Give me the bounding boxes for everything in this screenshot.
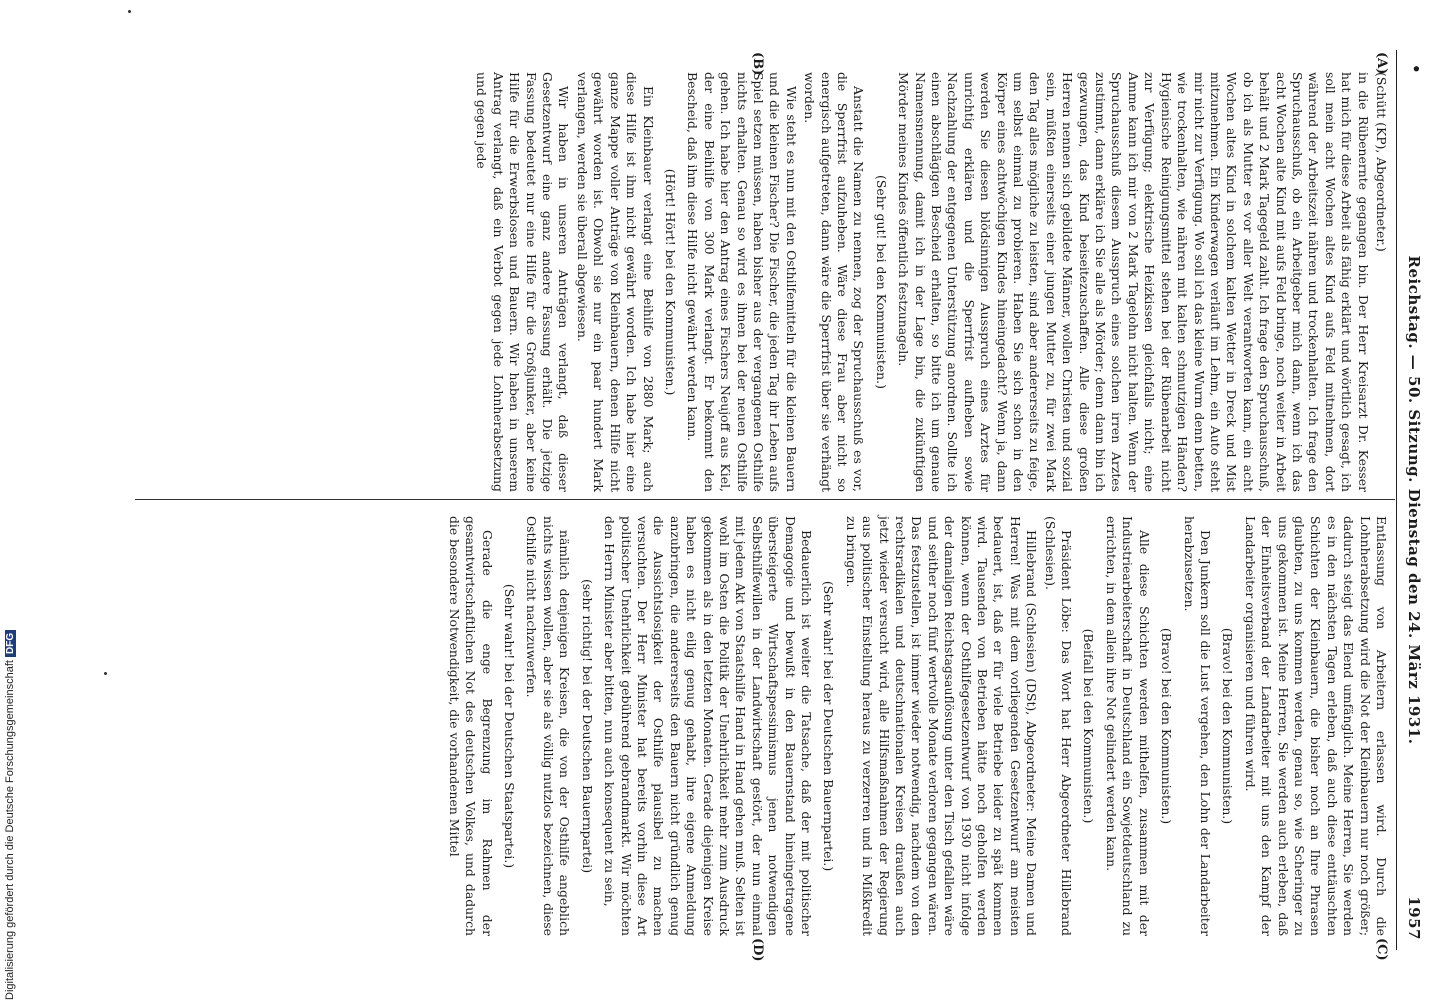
left-column-paragraph: in die Rübenernte gegangen bin. Der Herr Kreisarzt Dr. Kesser hat mich für diese Arbeit als fähig erklärt und wörtlich gesagt, ich soll mein acht Wochen altes Kind aufs Feld mitnehmen, dort während der Arbeitszeit nähren und trockenhalten. Ich frage den Spruchausschuß, ob ein Arbeitgeber mich dann, wenn ich das acht Wochen alte Kind mit aufs Feld bringe, noch weiter in Arbeit behält und 2 Mark Tagegeld zahlt. Ich frage den Spruchausschuß, ob ich als Mutter es vor aller Welt verantworten kann, ein acht Wochen altes Kind in solchem kalten Wetter in Dreck und Mist mitzunehmen. Ein Kinderwagen verläuft im Lehm, ein Auto steht mir nicht zur Verfügung. Wo soll ich das kleine Wurm denn betten, wie trockenhalten, wie nähren mit kalten schmutzigen Händen? Hygienische Reinigungsmittel stehen bei der Rübenarbeit nicht zur Verfügung; elektrische Heizkissen gleichfalls nicht; eine Amme kann ich mir von 2 Mark Tagelohn nicht halten. Wenn der Spruchausschuß diesem Ausspruch eines solchen irren Arztes zustimmt, dann erkläre ich Sie alle als Mörder; denn dann bin ich gezwungen, das Kind beiseitezuschaffen. Alle diese großen Herren nennen sich gebildete Männer, wollen Christen und sozial sein, müßten einerseits einer jungen Mutter zu, für zwei Mark den Tag alles mögliche zu leisten, sind aber andererseits zu feige, um selbst einmal zu probieren. Haben Sie sich schon in den Körper eines achtwöchigen Kindes hineingedacht? Wenn ja, dann werden Sie diesen blödsinnigen Ausspruch eines Arztes für unrichtig erklären und die Sperrfrist aufheben sowie Nachzahlung der entgegenen Unterstützung anordnen. Sollte ich einen abschlägigen Bescheid erhalten, so bitte ich um genaue Namensnennung, damit ich in der Lage bin, die zukünftigen Mörder meines Kindes öffentlich festzunageln.	[896, 72, 1371, 492]
column-divider	[135, 499, 1395, 500]
left-column-paragraph: (Schütt (KP), Abgeordneter.)	[1374, 72, 1389, 252]
right-column-paragraph: Den Junkern soll die Lust vergehen, den Lohn der Landarbeiter herabzusetzen.	[1181, 516, 1213, 936]
left-column-paragraph: Wie steht es nun mit den Osthilfemitteln für die kleinen Bauern und die kleinen Fischer? Die Fischer, die jeden Tag ihr Leben aufs Spiel setzen müssen, haben bisher aus der vergangenen Osthilfe nichts erhalten. Genau so wird es ihnen bei der neuen Osthilfe gehen. Ich habe hier den Antrag eines Fischers Neujoff aus Kiel, der eine Beihilfe von 300 Mark verlangt. Er bekommt den Bescheid, daß ihm diese Hilfe nicht gewährt werden kann.	[685, 72, 799, 492]
right-column-paragraph: nämlich denjenigen Kreisen, die von der Osthilfe angeblich nichts wissen wollen, aber sie als völlig nutzlos bezeichnen, diese Osthilfe nicht nachzuwerfen.	[524, 516, 573, 936]
right-column-paragraph: (Sehr wahr! bei der Deutschen Bauernpartei.)	[821, 580, 837, 872]
margin-marker-d: (D)	[750, 938, 765, 962]
left-column-paragraph: Ein Kleinbauer verlangt eine Beihilfe von 2880 Mark; auch diese Hilfe ist ihm nicht gewährt worden. Ich habe hier eine ganze Mappe voller Anträge von Kleinbauern, denen Hilfe nicht gewährt worden ist. Obwohl sie nur ein paar hundert Mark verlangen, werden sie überall abgewiesen.	[574, 72, 656, 492]
right-column-paragraph: Gerade die enge Begrenzung im Rahmen der gesamtwirtschaftlichen Not des deutschen Volkes, und dadurch die besondere Notwendigkeit, die vorhandenen Mittel	[446, 516, 495, 936]
right-column	[443, 516, 1389, 936]
dfg-logo: DFG	[5, 630, 16, 657]
newspaper-page	[125, 50, 1425, 962]
header-rule	[1396, 50, 1397, 950]
scan-speck	[128, 10, 131, 13]
page-header	[1399, 50, 1425, 950]
page-number: 1957	[1405, 896, 1423, 940]
right-column-paragraph: (Bravo! bei den Kommunisten.)	[1220, 627, 1236, 825]
left-column-paragraph: Wir haben in unseren Anträgen verlangt, daß dieser Gesetzentwurf eine ganz andere Fassung erhält. Die jetzige Fassung bedeutet nur eine Hilfe für die Großjunker, aber keine Hilfe für die Erwerbslosen und Bauern. Wir haben in unserem Antrag verlangt, daß ein Verbot gegen jede Lohnherabsetzung und gegen jede	[474, 72, 572, 492]
right-column-paragraph: Bedauerlich ist weiter die Tatsache, daß der mit politischer Demagogie und bewußt in den Bauernstand hineingetragene übersteigerte Wirtschaftspessimismus jenen notwendigen Selbsthilfewillen in der Landwirtschaft gestört, der nun einmal mit jedem Akt von Staatshilfe Hand in Hand gehen muß. Selten ist wohl im Osten die Politik der Unehrlichkeit mehr zum Ausdruck gekommen als in den letzten Monaten. Gerade diejenigen Kreise haben es nicht eilig genug gehabt, ihre eigene Anmeldung anzubringen, die andererseits den Bauern nicht gründlich genug die Aussichtslosigkeit der Osthilfe plausibel zu machen versuchten. Der Herr Minister hat bereits vorhin diese Art politischer Unehrlichkeit gebührend gebrandmarkt. Wir möchten den Herrn Minister aber bitten, nun auch konsequent zu sein,	[602, 516, 814, 936]
left-column	[471, 72, 1389, 492]
left-column-paragraph: Anstatt die Namen zu nennen, zog der Spruchausschuß es vor, die Sperrfrist aufzuheben. Wäre diese Frau aber nicht so energisch aufgetreten, dann wäre die Sperrfrist über sie verhängt worden.	[802, 72, 867, 492]
right-column-paragraph: Hillebrand (Schlesien) (DSt), Abgeordneter: Meine Damen und Herren! Was mit dem vorliegenden Gesetzentwurf am meisten bedauert, ist, daß er für viele Betriebe leider zu spät kommen wird. Tausenden von Betrieben hätte noch geholfen werden können, wenn der Osthilfegesetzentwurf von 1930 nicht infolge der damaligen Reichstagsauflösung unter den Tisch gefallen wäre und seither noch fünf wertvolle Monate verloren gegangen wären. Das festzustellen, ist immer wieder notwendig, nachdem von den rechtsradikalen und deutschnationalen Kreisen draußen auch jetzt wieder versucht wird, alle Hilfsmaßnahmen der Regierung aus politischer Einstellung heraus zu verzerren und in Mißkredit zu bringen.	[843, 516, 1040, 936]
right-column-paragraph: (sehr richtig! bei der Deutschen Bauernpartei)	[579, 578, 595, 874]
left-column-paragraph: (Hört! Hört! bei den Kommunisten.)	[662, 168, 678, 396]
right-column-paragraph: (Bravo! bei den Kommunisten.)	[1159, 627, 1175, 825]
right-column-paragraph: (Sehr wahr! bei der Deutschen Staatspartei.)	[502, 583, 518, 869]
header-dot: •	[1407, 64, 1425, 75]
rotated-page-frame	[125, 50, 1425, 962]
margin-marker-b: (B)	[750, 52, 765, 76]
margin-marker-a: (A)	[1374, 52, 1389, 75]
page-title: Reichstag. — 50. Sitzung. Dienstag den 24. März 1931.	[1405, 255, 1423, 745]
scan-speck	[104, 672, 107, 675]
right-column-paragraph: (Beifall bei den Kommunisten.)	[1081, 628, 1097, 824]
margin-marker-c: (C)	[1374, 938, 1389, 961]
left-column-paragraph: (Sehr gut! bei den Kommunisten.)	[873, 175, 889, 389]
right-column-paragraph: Präsident Löbe: Das Wort hat Herr Abgeordneter Hillebrand (Schlesien).	[1042, 516, 1075, 936]
digitization-credit	[4, 70, 18, 1000]
credit-text: Digitalisierung gefördert durch die Deutsche Forschungsgemeinschaft	[4, 660, 16, 1000]
right-column-paragraph: Entlassung von Arbeitern erlassen wird. Durch die Lohnherabsetzung wird die Not der Kleinbauern nur noch größer; dadurch steigt das Elend umfänglich. Meine Herren, Sie werden es in den nächsten Tagen erleben, daß auch diese enttäuschten Schichten der Kleinbauern, die bisher noch an Ihre Phrasen glaubten, zu uns kommen werden, genau so, wie Scheringer zu uns gekommen ist. Meine Herren, Sie werden auch erleben, daß der Einheitsverband der Landarbeiter mit uns den Kampf der Landarbeiter organisieren und führen wird.	[1242, 516, 1389, 936]
right-column-paragraph: Alle diese Schichten werden mithelfen, zusammen mit der Industriearbeiterschaft in Deutschland ein Sowjetdeutschland zu errichten, in dem allein ihre Not gelindert werden kann.	[1103, 516, 1152, 936]
